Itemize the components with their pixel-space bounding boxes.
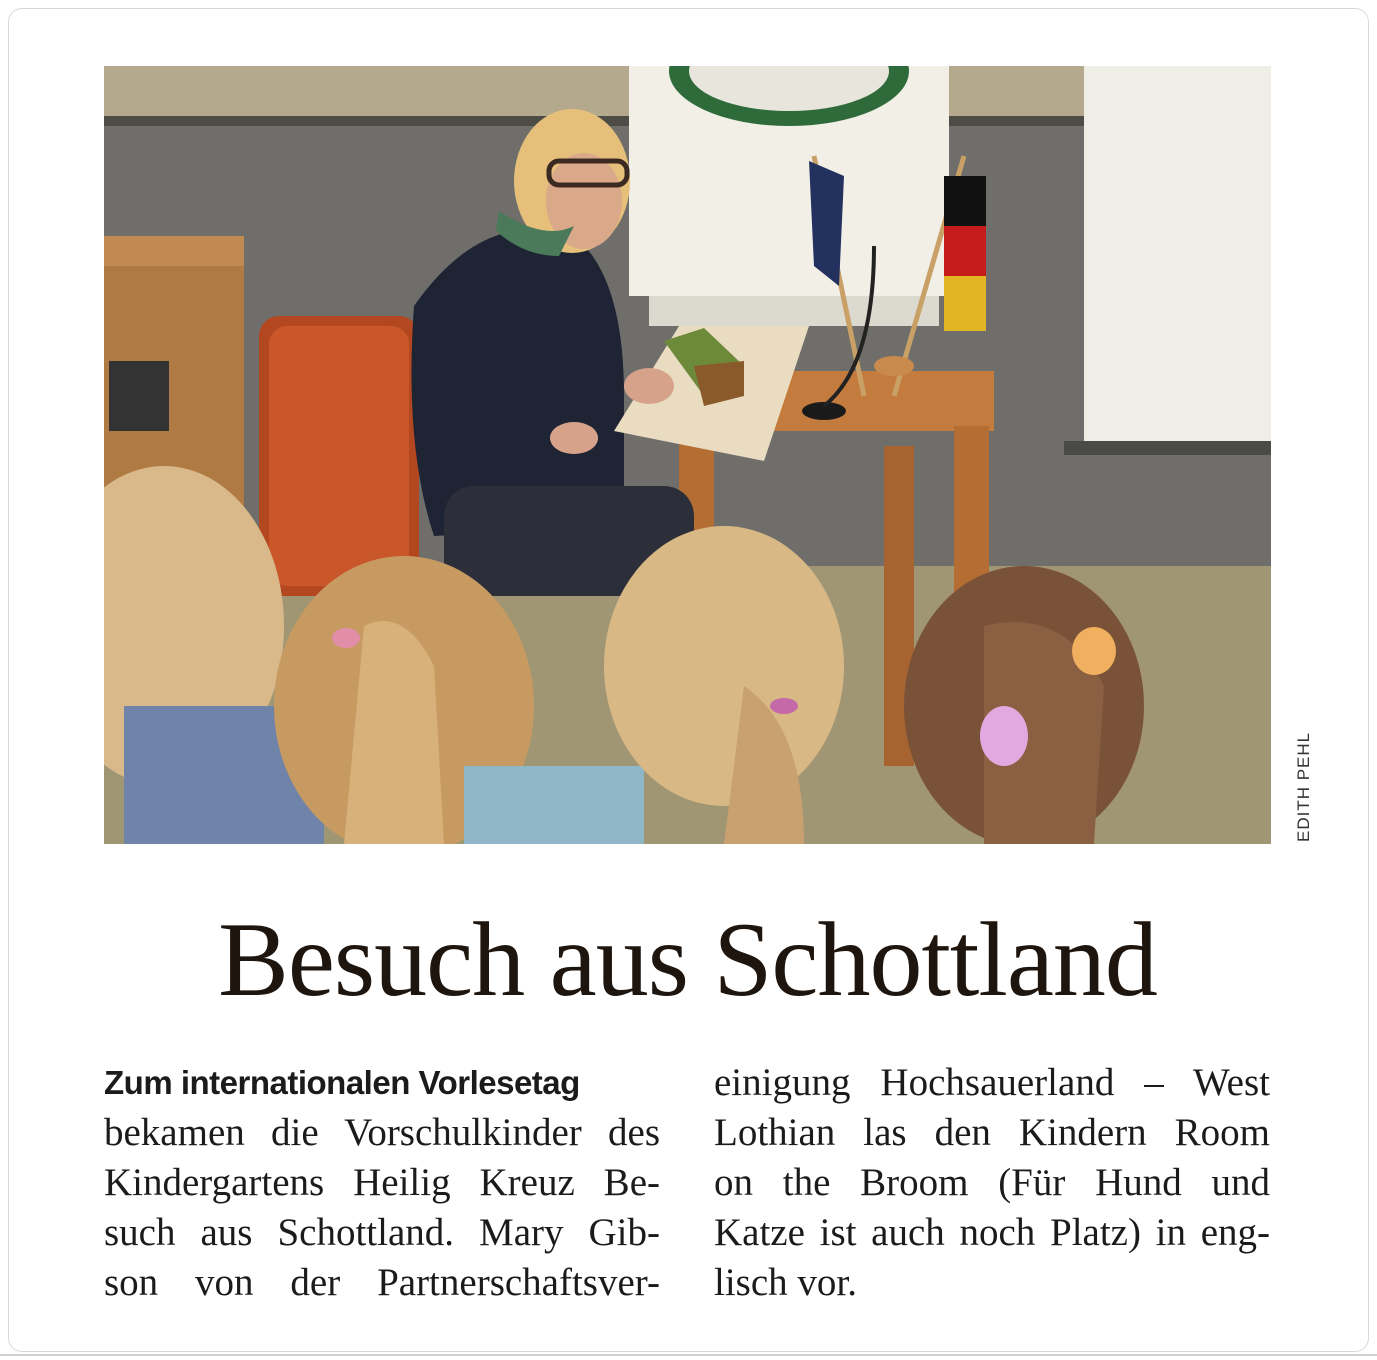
article-line: Lothian las den Kindern Room <box>714 1111 1270 1154</box>
article-line: lisch vor. <box>714 1261 857 1304</box>
photo-credit: EDITH PEHL <box>1294 731 1313 842</box>
article-line: Katze ist auch noch Platz) in eng- <box>714 1211 1270 1254</box>
article-photo <box>104 66 1271 844</box>
article-headline: Besuch aus Schottland <box>218 901 1157 1018</box>
article-lead: Zum internationalen Vorlesetag <box>104 1064 580 1101</box>
photo-reading-scene-icon <box>104 66 1271 844</box>
article-column-right <box>714 1058 1270 1308</box>
article-line: on the Broom (Für Hund und <box>714 1161 1270 1204</box>
article-column-left <box>104 1058 660 1308</box>
article-line: Kindergartens Heilig Kreuz Be- <box>104 1161 660 1204</box>
article-line: einigung Hochsauerland – West <box>714 1061 1270 1104</box>
article-line: such aus Schottland. Mary Gib- <box>104 1211 660 1254</box>
article-line: bekamen die Vorschulkinder des <box>104 1111 660 1154</box>
article-line: son von der Partnerschaftsver- <box>104 1261 660 1304</box>
bottom-divider <box>0 1354 1377 1356</box>
